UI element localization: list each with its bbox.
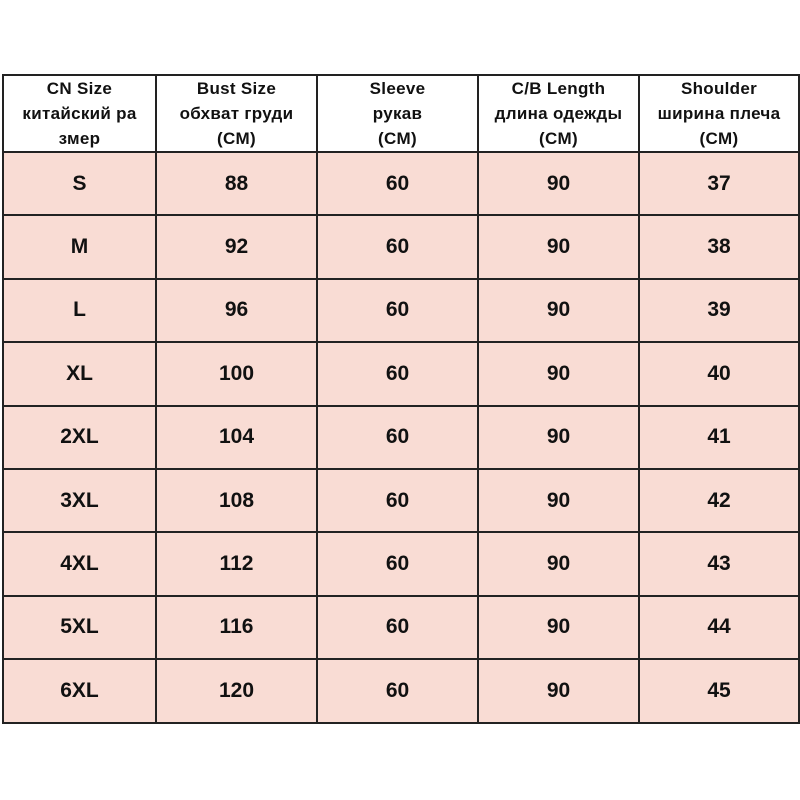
cell-sleeve: 60 [317,152,478,215]
cell-shoulder: 37 [639,152,799,215]
header-cn-size [3,75,156,152]
cell-shoulder: 40 [639,342,799,405]
cell-size: S [3,152,156,215]
header-line: C/B Length [511,79,606,98]
cell-bust: 116 [156,596,317,659]
cell-sleeve: 60 [317,659,478,722]
cell-sleeve: 60 [317,469,478,532]
cell-shoulder: 42 [639,469,799,532]
cell-length: 90 [478,152,639,215]
cell-sleeve: 60 [317,406,478,469]
size-chart-table [2,74,800,724]
header-line: длина одежды [494,104,623,123]
cell-length: 90 [478,342,639,405]
cell-sleeve: 60 [317,342,478,405]
cell-bust: 104 [156,406,317,469]
table-row [3,659,799,722]
table-row [3,342,799,405]
header-line: (CM) [217,129,256,148]
cell-size: 2XL [3,406,156,469]
header-line: (CM) [378,129,417,148]
cell-length: 90 [478,469,639,532]
size-chart [2,74,798,724]
cell-size: 6XL [3,659,156,722]
cell-bust: 112 [156,532,317,595]
cell-shoulder: 41 [639,406,799,469]
cell-length: 90 [478,406,639,469]
header-line: Sleeve [369,79,426,98]
cell-sleeve: 60 [317,279,478,342]
header-line: Shoulder [680,79,758,98]
cell-bust: 88 [156,152,317,215]
cell-size: 5XL [3,596,156,659]
header-row [3,75,799,152]
header-shoulder [639,75,799,152]
cell-shoulder: 38 [639,215,799,278]
header-line: змер [58,129,101,148]
table-row [3,152,799,215]
header-sleeve [317,75,478,152]
cell-shoulder: 44 [639,596,799,659]
cell-bust: 96 [156,279,317,342]
cell-shoulder: 45 [639,659,799,722]
table-row [3,532,799,595]
cell-length: 90 [478,532,639,595]
table-row [3,406,799,469]
cell-bust: 100 [156,342,317,405]
cell-sleeve: 60 [317,596,478,659]
header-cb-length [478,75,639,152]
table-row [3,469,799,532]
table-row [3,596,799,659]
cell-size: M [3,215,156,278]
header-line: ширина плеча [657,104,781,123]
table-row [3,215,799,278]
cell-length: 90 [478,279,639,342]
cell-sleeve: 60 [317,532,478,595]
cell-bust: 92 [156,215,317,278]
cell-sleeve: 60 [317,215,478,278]
table-row [3,279,799,342]
cell-size: 3XL [3,469,156,532]
header-line: рукав [372,104,423,123]
cell-length: 90 [478,659,639,722]
header-line: китайский ра [22,104,137,123]
cell-shoulder: 39 [639,279,799,342]
cell-bust: 108 [156,469,317,532]
header-line: (CM) [699,129,739,148]
cell-length: 90 [478,596,639,659]
header-line: (CM) [539,129,578,148]
cell-shoulder: 43 [639,532,799,595]
cell-bust: 120 [156,659,317,722]
header-line: обхват груди [179,104,294,123]
header-bust-size [156,75,317,152]
header-line: CN Size [46,79,113,98]
cell-length: 90 [478,215,639,278]
cell-size: XL [3,342,156,405]
cell-size: 4XL [3,532,156,595]
header-line: Bust Size [196,79,277,98]
cell-size: L [3,279,156,342]
